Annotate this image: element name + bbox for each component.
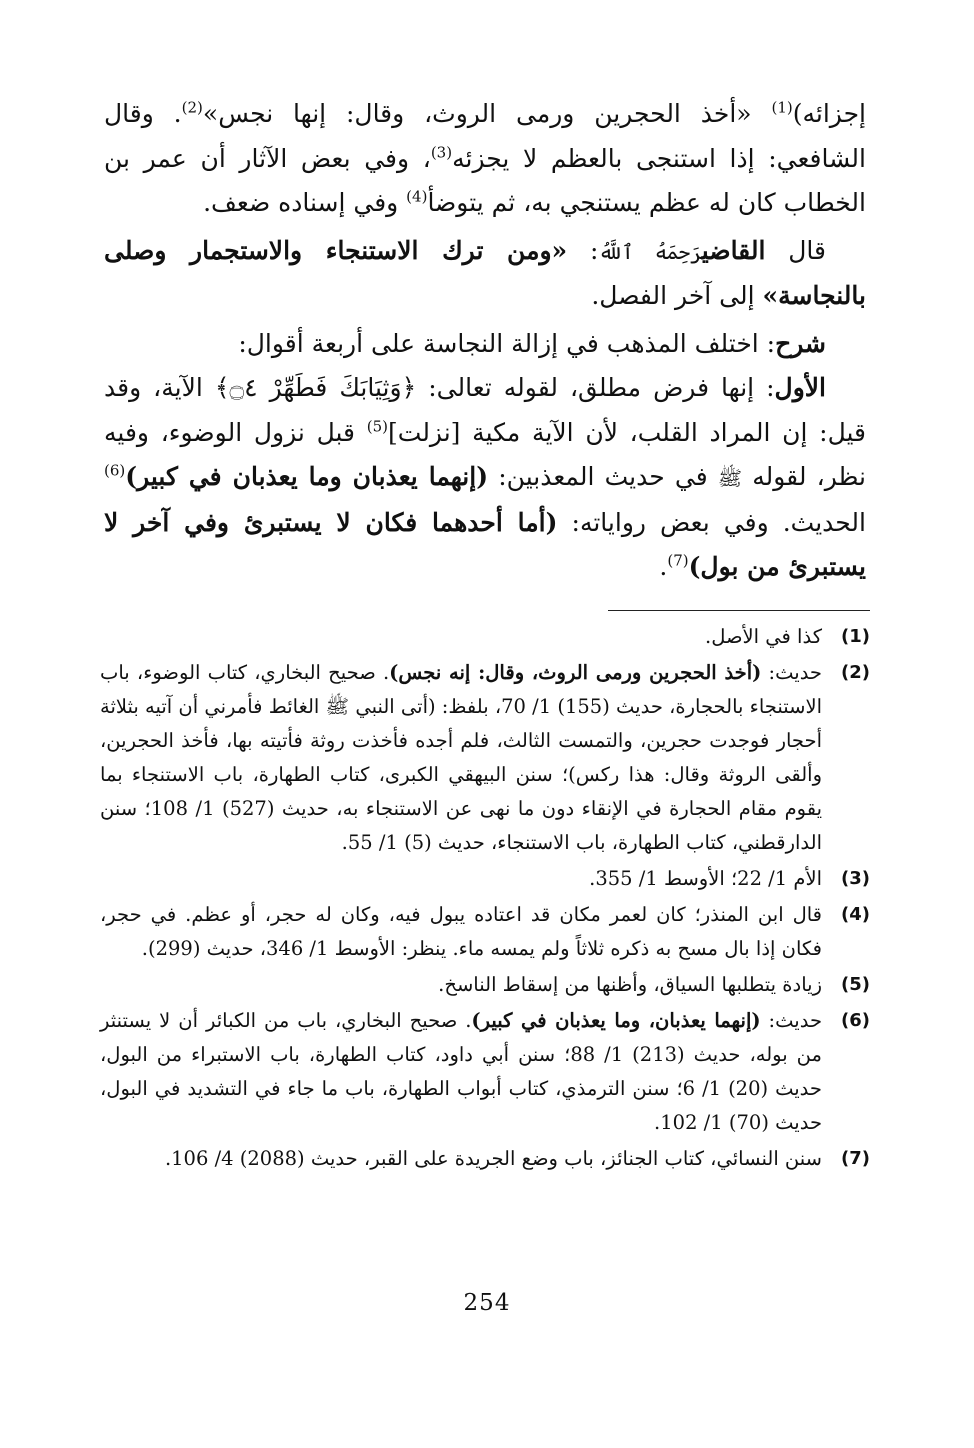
footnote-5 — [100, 968, 870, 1002]
sharh-label: شرح — [775, 328, 826, 358]
footnote-number: (1) — [841, 626, 870, 647]
footnote-7 — [100, 1142, 870, 1176]
paragraph-2 — [104, 229, 866, 319]
footnote-ref-7[interactable]: (7) — [667, 551, 689, 570]
footnote-ref-5[interactable]: (5) — [366, 417, 389, 436]
text-span: الحديث. وفي بعض رواياته: — [557, 507, 866, 537]
footnotes — [100, 620, 870, 1178]
text-span: . — [659, 552, 668, 581]
text-span: الآية، وقد قيل: إن المراد القلب، لأن الآية مكية [نزلت] — [104, 373, 867, 447]
footnote-number: (3) — [841, 868, 870, 889]
footnote-text: الأم 1/ 22؛ الأوسط 1/ 355. — [589, 867, 822, 890]
footnote-number: (6) — [841, 1010, 870, 1031]
text-span: قبل نزول الوضوء، وفيه نظر، لقوله — [104, 417, 866, 491]
verse-bracket-close: ﴾ — [214, 373, 230, 402]
footnote-quote: (إنهما يعذبان، وما يعذبان في كبير) — [471, 1009, 761, 1032]
text-span: إجزائه) — [792, 99, 866, 128]
honorific-ornament: رَحِمَهُ ٱللَّهُ — [598, 239, 702, 264]
quran-verse: وَثِيَابَكَ فَطَهِّرْ — [269, 373, 402, 402]
text-span: وفي إسناده ضعف. — [203, 188, 407, 217]
footnote-text: قال ابن المنذر؛ كان لعمر مكان قد اعتاده يبول فيه، وكان له حجر، أو عظم. في حجر، فكان إذا بال مسح به ذكره ثلاثاً ولم يمسه ماء. ينظر: الأوسط 1/ 346، حديث (299). — [100, 903, 822, 960]
footnote-ref-3[interactable]: (3) — [430, 143, 453, 162]
footnote-ref-2[interactable]: (2) — [181, 98, 203, 117]
footnote-1 — [100, 620, 870, 654]
hadith-quote: (إنهما يعذبان وما يعذبان في كبير) — [125, 462, 489, 491]
footnote-number: (2) — [841, 662, 870, 683]
footnote-separator — [608, 610, 870, 611]
footnote-text: حديث: — [760, 1009, 822, 1032]
text-span: : اختلف المذهب في إزالة النجاسة على أربعة أقوال: — [238, 328, 776, 358]
text-span: . وقال الشافعي: إذا استنجى بالعظم لا يجزئه — [104, 99, 866, 173]
footnote-number: (5) — [841, 974, 870, 995]
footnote-ref-4[interactable]: (4) — [406, 187, 428, 206]
salutation-ornament: ﷺ — [717, 466, 743, 490]
text-span: «أخذ الحجرين ورمى الروث، وقال: إنها نجس» — [202, 99, 772, 128]
footnote-2 — [100, 656, 870, 860]
footnote-text: سنن النسائي، كتاب الجنائز، باب وضع الجريدة على القبر، حديث (2088) 4/ 106. — [164, 1147, 822, 1170]
footnote-text: كذا في الأصل. — [705, 625, 822, 648]
text-span: قال — [765, 235, 827, 265]
footnote-text: زيادة يتطلبها السياق، وأظنها من إسقاط الناسخ. — [438, 973, 822, 996]
paragraph-4 — [104, 366, 866, 590]
footnote-ref-1[interactable]: (1) — [771, 98, 793, 117]
text-span: : إنها فرض مطلق، لقوله تعالى: — [416, 373, 775, 402]
footnote-4 — [100, 898, 870, 966]
text-span: ، وفي بعض الآثار أن عمر بن الخطاب كان له عظم يستنجي به، ثم يتوضأ — [104, 143, 866, 217]
first-opinion-label: الأول — [774, 373, 826, 402]
footnote-ref-6[interactable]: (6) — [104, 461, 126, 480]
paragraph-1 — [104, 92, 866, 226]
paragraph-3 — [104, 322, 866, 367]
main-text — [104, 92, 866, 590]
text-span: في حديث المعذبين: — [488, 462, 718, 491]
footnote-quote: (أخذ الحجرين ورمى الروث، وقال: إنه نجس) — [389, 661, 762, 684]
quoted-text: «ومن ترك الاستنجاء والاستجمار وصلى بالنجاسة» — [104, 235, 866, 310]
text-span: : — [567, 235, 599, 265]
hadith-quote: (أما أحدهما فكان لا يستبرئ وفي آخر لا يستبرئ من بول) — [104, 507, 866, 581]
footnote-text: . صحيح البخاري، باب من الكبائر أن لا يستنثر من بوله، حديث (213) 1/ 88؛ سنن أبي داود، كتاب الطهارة، باب الاستبراء من البول، حديث (20) 1/ 6؛ سنن الترمذي، كتاب أبواب الطهارة، باب ما جاء في التشديد في البول، حديث (70) 1/ 102. — [100, 1009, 822, 1134]
footnote-text: . صحيح البخاري، كتاب الوضوء، باب الاستنجاء بالحجارة، حديث (155) 1/ 70، بلفظ: (أتى النبي ﷺ الغائط فأمرني أن آتيه بثلاثة أحجار فوجدت حجرين، والتمست الثالث، فلم أجده فأخذت روثة فأتيته بها، فأخذ الحجرين، وألقى الروثة وقال: هذا ركس)؛ سنن البيهقي الكبرى، كتاب الطهارة، باب الاستنجاء بما يقوم مقام الحجارة في الإنقاء دون ما نهى عن الاستنجاء به، حديث (527) 1/ 108؛ سنن الدارقطني، كتاب الطهارة، باب الاستنجاء، حديث (5) 1/ 55. — [100, 661, 823, 854]
footnote-6 — [100, 1004, 870, 1140]
footnote-number: (4) — [841, 904, 870, 925]
page-number: 254 — [463, 1290, 511, 1316]
footnote-text: حديث: — [761, 661, 822, 684]
text-span: إلى آخر الفصل. — [591, 281, 763, 310]
footnote-3 — [100, 862, 870, 896]
ayah-number-icon: ۝٤ — [229, 373, 258, 402]
footnote-number: (7) — [841, 1148, 870, 1169]
verse-bracket-open: ﴿ — [401, 373, 417, 402]
qadi-label: القاضي — [701, 235, 766, 265]
